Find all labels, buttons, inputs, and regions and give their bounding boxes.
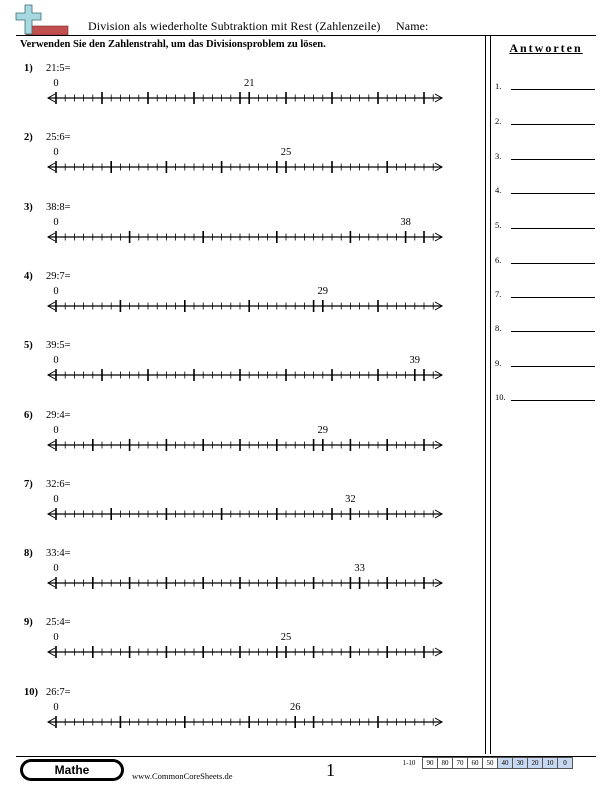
answer-number: 8. bbox=[495, 323, 502, 333]
number-line-end-label: 33 bbox=[354, 563, 365, 575]
problem-expression: 33:4= bbox=[46, 548, 71, 560]
answer-number: 5. bbox=[495, 220, 502, 230]
number-line bbox=[20, 230, 450, 246]
number-line-end-label: 25 bbox=[280, 632, 292, 644]
score-range-label: 1-10 bbox=[402, 759, 416, 767]
score-cell: 80 bbox=[438, 758, 453, 769]
answer-blank[interactable] bbox=[511, 89, 595, 90]
subject-label: Mathe bbox=[23, 762, 121, 778]
number-line-start-label: 0 bbox=[53, 701, 59, 713]
number-line-start-label: 0 bbox=[53, 355, 59, 367]
problem-2 bbox=[20, 132, 460, 192]
instructions: Verwenden Sie den Zahlenstrahl, um das Divisionsproblem zu lösen. bbox=[20, 39, 326, 50]
score-cell: 30 bbox=[513, 758, 528, 769]
score-cell: 10 bbox=[543, 758, 558, 769]
number-line-start-label: 0 bbox=[53, 632, 59, 644]
number-line-start-label: 0 bbox=[53, 493, 59, 505]
number-line bbox=[20, 645, 450, 661]
problem-number: 2) bbox=[24, 132, 33, 144]
number-line bbox=[20, 160, 450, 176]
score-cell: 90 bbox=[423, 758, 438, 769]
subject-badge bbox=[20, 759, 124, 781]
name-label: Name: bbox=[396, 19, 429, 33]
answer-row bbox=[495, 285, 599, 299]
answer-number: 3. bbox=[495, 151, 502, 161]
problem-number: 4) bbox=[24, 270, 33, 282]
answer-row bbox=[495, 319, 599, 333]
answer-row bbox=[495, 112, 599, 126]
problem-expression: 26:7= bbox=[46, 686, 71, 698]
problem-number: 10) bbox=[24, 686, 38, 698]
problem-expression: 29:4= bbox=[46, 409, 71, 421]
answer-row bbox=[495, 147, 599, 161]
problem-1 bbox=[20, 63, 460, 123]
number-line-start-label: 0 bbox=[53, 563, 59, 575]
answers-title: Antworten bbox=[509, 41, 583, 55]
problem-8 bbox=[20, 548, 460, 608]
answer-number: 6. bbox=[495, 255, 502, 265]
answer-blank[interactable] bbox=[511, 228, 595, 229]
answer-row bbox=[495, 388, 599, 402]
number-line-start-label: 0 bbox=[53, 424, 59, 436]
logo-plus-icon bbox=[14, 4, 70, 36]
problem-4 bbox=[20, 271, 460, 331]
answer-blank[interactable] bbox=[511, 331, 595, 332]
number-line-end-label: 26 bbox=[289, 701, 301, 713]
answer-row bbox=[495, 216, 599, 230]
score-cell: 20 bbox=[528, 758, 543, 769]
problem-7 bbox=[20, 479, 460, 539]
answer-blank[interactable] bbox=[511, 366, 595, 367]
problem-6 bbox=[20, 410, 460, 470]
score-cell: 50 bbox=[483, 758, 498, 769]
answer-number: 1. bbox=[495, 81, 502, 91]
number-line-end-label: 21 bbox=[243, 78, 255, 89]
number-line bbox=[20, 507, 450, 523]
problem-expression: 21:5= bbox=[46, 63, 71, 74]
problem-5 bbox=[20, 340, 460, 400]
problem-9 bbox=[20, 617, 460, 677]
problem-number: 7) bbox=[24, 478, 33, 490]
problem-expression: 39:5= bbox=[46, 340, 71, 352]
answer-number: 2. bbox=[495, 116, 502, 126]
problem-number: 9) bbox=[24, 617, 33, 629]
answer-blank[interactable] bbox=[511, 263, 595, 264]
answer-number: 4. bbox=[495, 185, 502, 195]
score-cell: 60 bbox=[468, 758, 483, 769]
number-line-start-label: 0 bbox=[53, 78, 59, 89]
number-line bbox=[20, 715, 450, 731]
number-line bbox=[20, 299, 450, 315]
page-number: 1 bbox=[326, 760, 335, 780]
answer-row bbox=[495, 251, 599, 265]
answer-number: 10. bbox=[495, 392, 506, 402]
number-line bbox=[20, 438, 450, 454]
number-line-end-label: 32 bbox=[345, 493, 356, 505]
answer-blank[interactable] bbox=[511, 193, 595, 194]
number-line-start-label: 0 bbox=[53, 285, 59, 297]
score-cell: 0 bbox=[558, 758, 573, 769]
problem-expression: 29:7= bbox=[46, 270, 71, 282]
title-text: Division als wiederholte Subtraktion mit Rest (Zahlenzeile) bbox=[88, 19, 381, 33]
number-line-end-label: 25 bbox=[280, 147, 292, 159]
answer-row bbox=[495, 354, 599, 368]
number-line-end-label: 39 bbox=[409, 355, 421, 367]
answer-blank[interactable] bbox=[511, 159, 595, 160]
problem-3 bbox=[20, 202, 460, 262]
score-cell: 40 bbox=[498, 758, 513, 769]
answer-blank[interactable] bbox=[511, 297, 595, 298]
number-line-start-label: 0 bbox=[53, 147, 59, 159]
answer-number: 9. bbox=[495, 358, 502, 368]
problem-expression: 25:4= bbox=[46, 617, 71, 629]
score-cell: 70 bbox=[453, 758, 468, 769]
number-line-end-label: 29 bbox=[317, 424, 329, 436]
number-line bbox=[20, 576, 450, 592]
number-line-start-label: 0 bbox=[53, 216, 59, 228]
problem-10 bbox=[20, 687, 460, 747]
problem-number: 5) bbox=[24, 340, 33, 352]
answer-row bbox=[495, 77, 599, 91]
score-table bbox=[396, 757, 573, 769]
problem-number: 8) bbox=[24, 548, 33, 560]
problem-expression: 38:8= bbox=[46, 201, 71, 213]
problem-number: 6) bbox=[24, 409, 33, 421]
problem-number: 3) bbox=[24, 201, 33, 213]
website-text: www.CommonCoreSheets.de bbox=[132, 771, 233, 781]
header-divider bbox=[16, 35, 596, 36]
answer-blank[interactable] bbox=[511, 400, 595, 401]
worksheet-title bbox=[88, 19, 429, 34]
answer-row bbox=[495, 181, 599, 195]
answers-column-border bbox=[485, 36, 486, 754]
answer-blank[interactable] bbox=[511, 124, 595, 125]
answer-number: 7. bbox=[495, 289, 502, 299]
number-line bbox=[20, 91, 450, 107]
problem-expression: 32:6= bbox=[46, 478, 71, 490]
number-line-end-label: 38 bbox=[400, 216, 411, 228]
answers-column-border-inner bbox=[490, 36, 491, 754]
problem-expression: 25:6= bbox=[46, 132, 71, 144]
problem-number: 1) bbox=[24, 63, 33, 74]
number-line bbox=[20, 368, 450, 384]
number-line-end-label: 29 bbox=[317, 285, 329, 297]
